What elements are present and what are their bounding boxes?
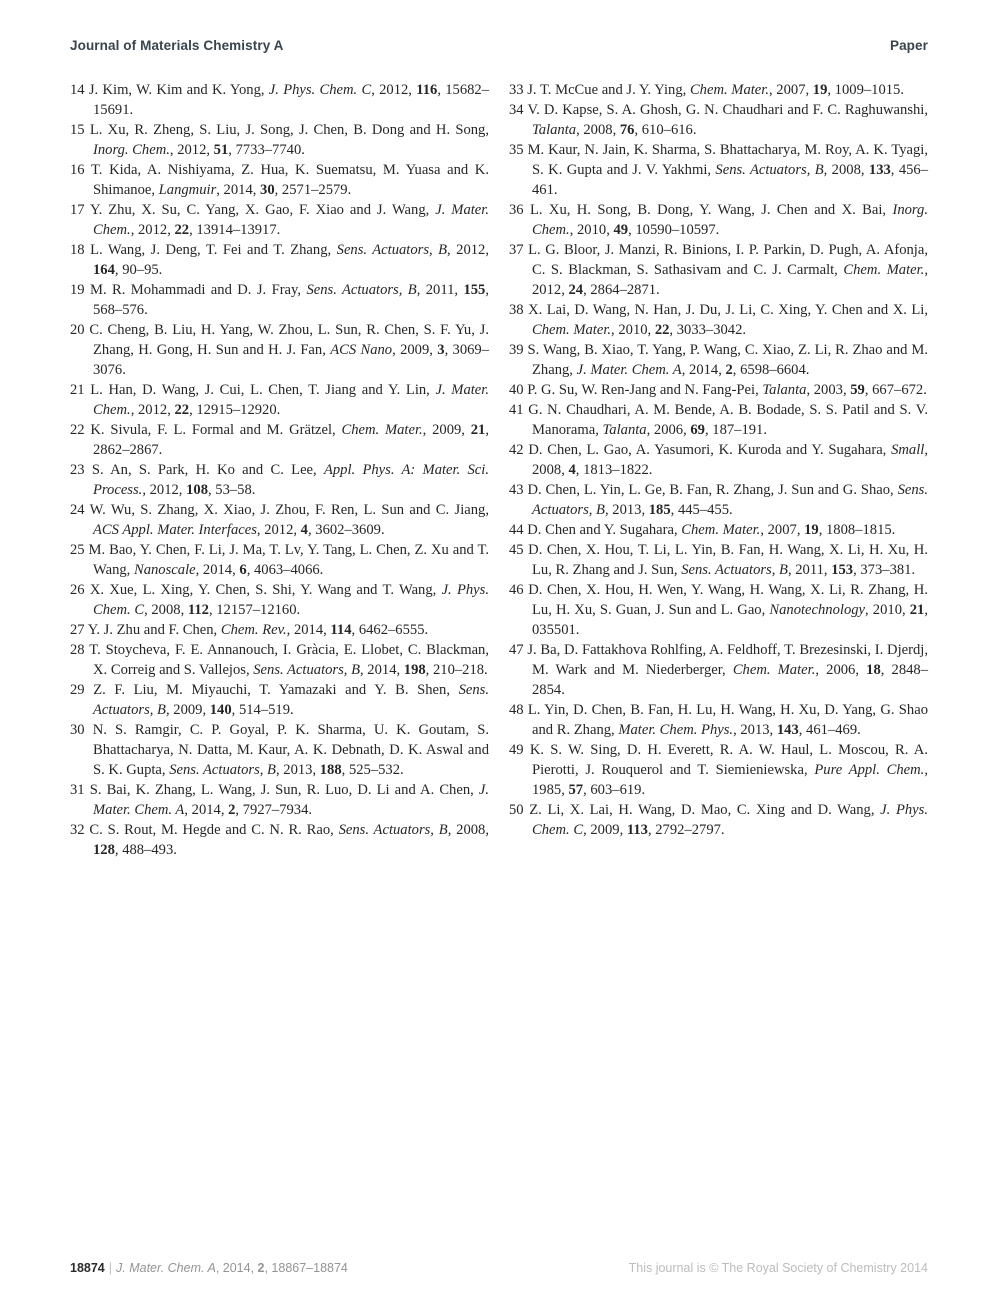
reference-number: 21	[70, 382, 85, 398]
reference-number: 45	[509, 542, 524, 558]
text-run: , 610–616.	[634, 122, 697, 138]
reference-number: 32	[70, 822, 85, 838]
reference-number: 46	[509, 582, 524, 598]
text-run: , 2014,	[286, 622, 331, 638]
text-run: ACS Nano	[330, 342, 393, 358]
text-run: 116	[416, 82, 438, 98]
text-run: L. Xu, H. Song, B. Dong, Y. Wang, J. Chen and X. Bai,	[529, 202, 893, 218]
text-run: , 035501.	[532, 602, 928, 638]
text-run: M. Bao, Y. Chen, F. Li, J. Ma, T. Lv, Y. Tang, L. Chen, Z. Xu and T. Wang,	[88, 542, 489, 578]
text-run: , 90–95.	[114, 262, 163, 278]
text-run: J. T. McCue and J. Y. Ying,	[527, 82, 690, 98]
text-run: , 18867–18874	[264, 1261, 348, 1275]
text-run: J. Phys. Chem. C	[268, 82, 372, 98]
text-run: 59	[850, 382, 865, 398]
text-run: , 2014,	[195, 562, 240, 578]
text-run: 198	[403, 662, 426, 678]
reference-item	[70, 500, 489, 540]
text-run: Nanotechnology	[769, 602, 866, 618]
text-run: L. G. Bloor, J. Manzi, R. Binions, I. P. Parkin, D. Pugh, A. Afonja, C. S. Blackman, S. Sathasivam and C. J. Carmalt,	[528, 242, 928, 278]
text-run: , 2008,	[144, 602, 188, 618]
text-run: 153	[831, 562, 854, 578]
text-run: , 2571–2579.	[274, 182, 352, 198]
reference-item	[509, 520, 928, 540]
text-run: Y. Zhu, X. Su, C. Yang, X. Gao, F. Xiao and J. Wang,	[90, 202, 436, 218]
reference-item	[509, 700, 928, 740]
text-run: D. Chen, L. Yin, L. Ge, B. Fan, R. Zhang, J. Sun and G. Shao,	[527, 482, 898, 498]
text-run: 18	[866, 662, 881, 678]
reference-number: 36	[509, 202, 524, 218]
text-run: , 2792–2797.	[647, 822, 725, 838]
text-run: , 2012,	[130, 402, 175, 418]
text-run: Appl. Phys. A: Mater. Sci. Process.	[93, 462, 489, 498]
reference-item	[509, 800, 928, 840]
text-run: 133	[868, 162, 891, 178]
text-run: , 53–58.	[207, 482, 256, 498]
reference-number: 17	[70, 202, 85, 218]
text-run: , 456–461.	[532, 162, 929, 198]
text-run: Y. J. Zhu and F. Chen,	[87, 622, 221, 638]
text-run: 4	[300, 522, 308, 538]
reference-number: 29	[70, 682, 85, 698]
text-run: T. Stoycheva, F. E. Annanouch, I. Gràcia, E. Llobet, C. Blackman, X. Correig and S. Vallejos,	[89, 642, 489, 678]
reference-item	[70, 320, 489, 380]
reference-number: 37	[509, 242, 524, 258]
text-run: , 2013,	[733, 722, 777, 738]
text-run: D. Chen, X. Hou, H. Wen, Y. Wang, H. Wang, X. Li, R. Zhang, H. Lu, H. Xu, S. Guan, J. Sun and L. Gao,	[528, 582, 928, 618]
text-run: L. Yin, D. Chen, B. Fan, H. Lu, H. Wang, H. Xu, D. Yang, G. Shao and R. Zhang,	[527, 702, 928, 738]
reference-number: 16	[70, 162, 85, 178]
text-run: 19	[812, 82, 828, 98]
footer-citation	[70, 1261, 348, 1275]
reference-item	[70, 460, 489, 500]
reference-number: 39	[509, 342, 524, 358]
text-run: , 10590–10597.	[628, 222, 720, 238]
text-run: L. Han, D. Wang, J. Cui, L. Chen, T. Jiang and Y. Lin,	[90, 382, 436, 398]
text-run: , 3033–3042.	[669, 322, 747, 338]
text-run: N. S. Ramgir, C. P. Goyal, P. K. Sharma, U. K. Goutam, S. Bhattacharya, N. Datta, M. Kaur, A. K. Debnath, D. K. Aswal and S. K. Gupta,	[92, 722, 489, 778]
text-run: , 7733–7740.	[228, 142, 305, 158]
reference-item	[509, 580, 928, 640]
text-run: , 2010,	[865, 602, 910, 618]
text-run: D. Chen, L. Gao, A. Yasumori, K. Kuroda and Y. Sugahara,	[528, 442, 892, 458]
text-run: , 187–191.	[704, 422, 767, 438]
text-run: , 2009,	[392, 342, 438, 358]
text-run: , 2014,	[184, 802, 229, 818]
text-run: 4	[568, 462, 576, 478]
text-run: Nanoscale	[133, 562, 196, 578]
reference-number: 22	[70, 422, 85, 438]
text-run: 21	[470, 422, 486, 438]
text-run: , 2012,	[447, 242, 490, 258]
text-run: |	[108, 1261, 113, 1275]
text-run: , 2014,	[216, 182, 261, 198]
text-run: , 461–469.	[798, 722, 861, 738]
reference-item	[509, 740, 928, 800]
text-run: Mater. Chem. Phys.	[618, 722, 734, 738]
text-run: , 210–218.	[425, 662, 488, 678]
text-run: 22	[174, 402, 190, 418]
text-run: , 445–455.	[670, 502, 733, 518]
text-run: , 2012,	[130, 222, 175, 238]
text-run: , 2014,	[360, 662, 404, 678]
text-run: C. Cheng, B. Liu, H. Yang, W. Zhou, L. Sun, R. Chen, S. F. Yu, J. Zhang, H. Gong, H. Sun and H. J. Fan,	[89, 322, 489, 358]
text-run: Sens. Actuators, B	[169, 762, 276, 778]
text-run: J. Phys. Chem. C	[532, 802, 928, 838]
text-run: , 12157–12160.	[208, 602, 301, 618]
text-run: K. S. W. Sing, D. H. Everett, R. A. W. Haul, L. Moscou, R. A. Pierotti, J. Rouquerol and T. Siemieniewska,	[529, 742, 928, 778]
reference-number: 20	[70, 322, 85, 338]
text-run: M. Kaur, N. Jain, K. Sharma, S. Bhattacharya, M. Roy, A. K. Tyagi, S. K. Gupta and J. V. Yakhmi,	[527, 142, 928, 178]
reference-item	[70, 620, 489, 640]
reference-item	[70, 380, 489, 420]
text-run: Sens. Actuators, B	[681, 562, 788, 578]
text-run: 113	[626, 822, 648, 838]
reference-number: 42	[509, 442, 524, 458]
references-section	[70, 80, 928, 860]
text-run: 69	[690, 422, 705, 438]
reference-number: 23	[70, 462, 85, 478]
text-run: , 525–532.	[341, 762, 404, 778]
footer-copyright: This journal is © The Royal Society of Chemistry 2014	[628, 1261, 928, 1275]
journal-name: Journal of Materials Chemistry A	[70, 38, 284, 53]
text-run: 3	[437, 342, 445, 358]
text-run: , 2003,	[806, 382, 851, 398]
text-run: 30	[260, 182, 275, 198]
reference-number: 28	[70, 642, 85, 658]
text-run: 18874	[70, 1261, 105, 1275]
text-run: , 373–381.	[853, 562, 916, 578]
text-run: , 488–493.	[114, 842, 177, 858]
text-run: , 3602–3609.	[307, 522, 385, 538]
reference-item	[509, 200, 928, 240]
text-run: T. Kida, A. Nishiyama, Z. Hua, K. Suematsu, M. Yuasa and K. Shimanoe,	[90, 162, 489, 198]
text-run: 22	[174, 222, 190, 238]
text-run: 185	[648, 502, 671, 518]
reference-number: 24	[70, 502, 85, 518]
text-run: , 2006,	[815, 662, 867, 678]
text-run: J. Mater. Chem.	[93, 382, 489, 418]
reference-number: 38	[509, 302, 524, 318]
text-run: Z. F. Liu, M. Miyauchi, T. Yamazaki and Y. B. Shen,	[93, 682, 459, 698]
text-run: , 667–672.	[864, 382, 927, 398]
text-run: , 2864–2871.	[583, 282, 660, 298]
text-run: 2	[257, 1261, 265, 1275]
text-run: , 1985,	[532, 762, 928, 798]
reference-number: 49	[509, 742, 524, 758]
text-run: , 2013,	[275, 762, 320, 778]
reference-number: 35	[509, 142, 524, 158]
reference-item	[70, 820, 489, 860]
text-run: P. G. Su, W. Ren-Jang and N. Fang-Pei,	[527, 382, 763, 398]
text-run: Pure Appl. Chem.	[814, 762, 925, 778]
text-run: , 2006,	[646, 422, 691, 438]
text-run: 112	[187, 602, 209, 618]
text-run: 108	[186, 482, 208, 498]
text-run: , 2848–2854.	[532, 662, 929, 698]
reference-number: 48	[509, 702, 524, 718]
text-run: , 7927–7934.	[235, 802, 313, 818]
text-run: , 2009,	[165, 702, 210, 718]
text-run: J. Mater. Chem. A	[576, 362, 682, 378]
reference-item	[509, 640, 928, 700]
text-run: , 2008,	[576, 122, 620, 138]
text-run: M. R. Mohammadi and D. J. Fray,	[90, 282, 307, 298]
text-run: , 15682–15691.	[93, 82, 490, 118]
reference-item	[509, 480, 928, 520]
text-run: , 1813–1822.	[575, 462, 653, 478]
text-run: , 2007,	[760, 522, 805, 538]
reference-number: 26	[70, 582, 85, 598]
text-run: X. Lai, D. Wang, N. Han, J. Du, J. Li, C. Xing, Y. Chen and X. Li,	[528, 302, 928, 318]
text-run: , 4063–4066.	[246, 562, 324, 578]
text-run: 128	[93, 842, 115, 858]
text-run: , 2010,	[569, 222, 614, 238]
reference-number: 25	[70, 542, 85, 558]
text-run: Sens. Actuators, B	[336, 242, 448, 258]
text-run: W. Wu, S. Zhang, X. Xiao, J. Zhou, F. Ren, L. Sun and C. Jiang,	[89, 502, 489, 518]
text-run: J. Phys. Chem. C	[93, 582, 489, 618]
reference-item	[509, 440, 928, 480]
reference-item	[509, 380, 928, 400]
text-run: , 2012,	[371, 82, 417, 98]
text-run: , 3069–3076.	[93, 342, 490, 378]
text-run: 114	[330, 622, 352, 638]
text-run: Sens. Actuators, B	[715, 162, 824, 178]
text-run: Chem. Mater.	[689, 82, 769, 98]
reference-item	[70, 540, 489, 580]
reference-item	[509, 300, 928, 340]
reference-item	[509, 400, 928, 440]
text-run: 24	[568, 282, 584, 298]
text-run: Chem. Mater.	[532, 322, 612, 338]
text-run: L. Wang, J. Deng, T. Fei and T. Zhang,	[90, 242, 337, 258]
text-run: 21	[909, 602, 925, 618]
reference-number: 44	[509, 522, 524, 538]
text-run: , 2011,	[787, 562, 832, 578]
text-run: 22	[654, 322, 670, 338]
reference-item	[70, 120, 489, 160]
reference-item	[509, 140, 928, 200]
text-run: ACS Appl. Mater. Interfaces	[93, 522, 257, 538]
text-run: 51	[213, 142, 229, 158]
text-run: J. Kim, W. Kim and K. Yong,	[88, 82, 269, 98]
reference-number: 18	[70, 242, 85, 258]
reference-number: 41	[509, 402, 524, 418]
text-run: Sens. Actuators, B	[338, 822, 448, 838]
text-run: S. Wang, B. Xiao, T. Yang, P. Wang, C. Xiao, Z. Li, R. Zhao and M. Zhang,	[527, 342, 928, 378]
text-run: D. Chen, X. Hou, T. Li, L. Yin, B. Fan, H. Wang, X. Li, H. Xu, H. Lu, R. Zhang and J. Sun,	[528, 542, 928, 578]
references-column-right	[509, 80, 928, 860]
text-run: X. Xue, L. Xing, Y. Chen, S. Shi, Y. Wang and T. Wang,	[89, 582, 442, 598]
text-run: D. Chen and Y. Sugahara,	[527, 522, 682, 538]
text-run: , 6462–6555.	[351, 622, 429, 638]
text-run: Sens. Actuators, B	[253, 662, 360, 678]
text-run: K. Sivula, F. L. Formal and M. Grätzel,	[90, 422, 342, 438]
text-run: Sens. Actuators, B	[532, 482, 928, 518]
text-run: , 2009,	[583, 822, 627, 838]
reference-item	[509, 540, 928, 580]
text-run: , 13914–13917.	[189, 222, 281, 238]
reference-number: 34	[509, 102, 524, 118]
text-run: Chem. Mater.	[341, 422, 423, 438]
reference-item	[70, 80, 489, 120]
text-run: , 514–519.	[231, 702, 294, 718]
text-run: J. Mater. Chem. A	[116, 1261, 216, 1275]
reference-number: 19	[70, 282, 85, 298]
text-run: , 603–619.	[583, 782, 646, 798]
text-run: S. Bai, K. Zhang, L. Wang, J. Sun, R. Luo, D. Li and A. Chen,	[89, 782, 479, 798]
text-run: 155	[463, 282, 486, 298]
text-run: , 2012,	[256, 522, 301, 538]
article-type-label: Paper	[889, 38, 928, 53]
reference-number: 33	[509, 82, 524, 98]
text-run: 6	[239, 562, 247, 578]
text-run: J. Mater. Chem.	[93, 202, 489, 238]
text-run: , 12915–12920.	[189, 402, 281, 418]
text-run: , 2013,	[604, 502, 649, 518]
reference-item	[70, 280, 489, 320]
text-run: Sens. Actuators, B	[93, 682, 489, 718]
text-run: 49	[613, 222, 629, 238]
text-run: , 6598–6604.	[732, 362, 810, 378]
reference-item	[70, 160, 489, 200]
text-run: V. D. Kapse, S. A. Ghosh, G. N. Chaudhari and F. C. Raghuwanshi,	[527, 102, 929, 118]
text-run: 2	[228, 802, 236, 818]
text-run: 57	[568, 782, 584, 798]
text-run: 164	[93, 262, 115, 278]
text-run: , 2008,	[823, 162, 869, 178]
text-run: 76	[619, 122, 635, 138]
reference-item	[70, 200, 489, 240]
text-run: , 2012,	[532, 262, 928, 298]
text-run: , 2011,	[416, 282, 464, 298]
reference-number: 43	[509, 482, 524, 498]
reference-item	[70, 240, 489, 280]
reference-number: 15	[70, 122, 85, 138]
text-run: Sens. Actuators, B	[306, 282, 417, 298]
text-run: , 2009,	[422, 422, 471, 438]
text-run: J. Mater. Chem. A	[93, 782, 490, 818]
text-run: , 2010,	[611, 322, 655, 338]
text-run: , 2014,	[681, 362, 726, 378]
reference-item	[509, 80, 928, 100]
text-run: G. N. Chaudhari, A. M. Bende, A. B. Bodade, S. S. Patil and S. V. Manorama,	[528, 402, 928, 438]
text-run: , 2008,	[447, 822, 489, 838]
text-run: , 2862–2867.	[93, 422, 489, 458]
reference-item	[509, 340, 928, 380]
reference-number: 47	[509, 642, 524, 658]
reference-number: 14	[70, 82, 85, 98]
text-run: 143	[776, 722, 799, 738]
reference-item	[509, 100, 928, 140]
reference-item	[70, 640, 489, 680]
text-run: 19	[804, 522, 819, 538]
reference-number: 31	[70, 782, 85, 798]
reference-number: 40	[509, 382, 524, 398]
reference-item	[70, 580, 489, 620]
text-run: J. Ba, D. Fattakhova Rohlfing, A. Feldhoff, T. Brezesinski, I. Djerdj, M. Wark and M. Niederberger,	[527, 642, 928, 678]
text-run: Chem. Rev.	[220, 622, 287, 638]
text-run: Small	[891, 442, 925, 458]
reference-number: 50	[509, 802, 524, 818]
text-run: Talanta	[602, 422, 647, 438]
text-run: 140	[209, 702, 232, 718]
reference-item	[70, 680, 489, 720]
text-run: Chem. Mater.	[732, 662, 816, 678]
text-run: 188	[319, 762, 342, 778]
text-run: S. An, S. Park, H. Ko and C. Lee,	[91, 462, 324, 478]
text-run: Inorg. Chem.	[532, 202, 928, 238]
text-run: Talanta	[762, 382, 807, 398]
reference-item	[509, 240, 928, 300]
references-column-left	[70, 80, 489, 860]
text-run: , 2012,	[169, 142, 214, 158]
reference-item	[70, 780, 489, 820]
text-run: 2	[725, 362, 733, 378]
page-header	[70, 38, 928, 53]
text-run: Talanta	[532, 122, 577, 138]
text-run: C. S. Rout, M. Hegde and C. N. R. Rao,	[89, 822, 339, 838]
reference-number: 30	[70, 722, 85, 738]
reference-item	[70, 420, 489, 460]
reference-item	[70, 720, 489, 780]
text-run: L. Xu, R. Zheng, S. Liu, J. Song, J. Chen, B. Dong and H. Song,	[89, 122, 489, 138]
text-run: Langmuir	[158, 182, 217, 198]
text-run: Chem. Mater.	[843, 262, 925, 278]
text-run: , 568–576.	[93, 282, 489, 318]
text-run: , 2012,	[142, 482, 187, 498]
text-run: , 2007,	[769, 82, 813, 98]
text-run: , 1808–1815.	[818, 522, 896, 538]
text-run: , 2008,	[532, 442, 928, 478]
text-run: , 2014,	[215, 1261, 258, 1275]
text-run: , 1009–1015.	[827, 82, 904, 98]
text-run: Chem. Mater.	[681, 522, 761, 538]
reference-number: 27	[70, 622, 85, 638]
page-footer	[70, 1261, 928, 1275]
text-run: Z. Li, X. Lai, H. Wang, D. Mao, C. Xing and D. Wang,	[529, 802, 881, 818]
text-run: Inorg. Chem.	[93, 142, 170, 158]
